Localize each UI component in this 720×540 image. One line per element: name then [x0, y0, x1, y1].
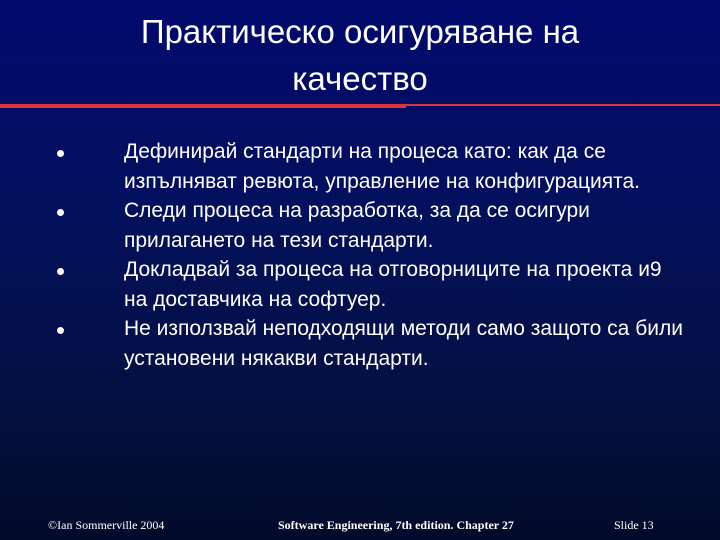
bullet-dot-icon [57, 268, 64, 275]
bullet-dot-icon [57, 209, 64, 216]
bullet-item [0, 314, 720, 373]
bullet-item [0, 196, 720, 255]
bullet-text: Следи процеса на разработка, за да се осигури прилагането на тези стандарти. [124, 199, 590, 252]
footer-book-title: Software Engineering, 7th edition. Chapter 27 [278, 518, 514, 532]
slide-title-line-1: Практическо осигуряване на [140, 13, 580, 50]
slide-title-line-2: качество [292, 60, 428, 97]
bullet-text: Докладвай за процеса на отговорниците на проекта и9 на доставчика на софтуер. [124, 258, 662, 311]
bullet-dot-icon [57, 327, 64, 334]
bullet-item [0, 137, 720, 196]
bullet-text: Дефинирай стандарти на процеса като: как да се изпълняват ревюта, управление на конфигурацията. [124, 140, 641, 193]
slide-title [70, 8, 650, 102]
footer-slide-number: Slide 13 [614, 518, 654, 532]
bullet-item [0, 255, 720, 314]
bullet-text: Не използвай неподходящи методи само защото са били установени някакви стандарти. [124, 317, 683, 370]
bullet-dot-icon [57, 150, 64, 157]
title-divider [0, 104, 406, 108]
title-divider-tail [406, 104, 720, 106]
bullet-list [0, 137, 720, 373]
footer-copyright: ©Ian Sommerville 2004 [48, 518, 165, 532]
